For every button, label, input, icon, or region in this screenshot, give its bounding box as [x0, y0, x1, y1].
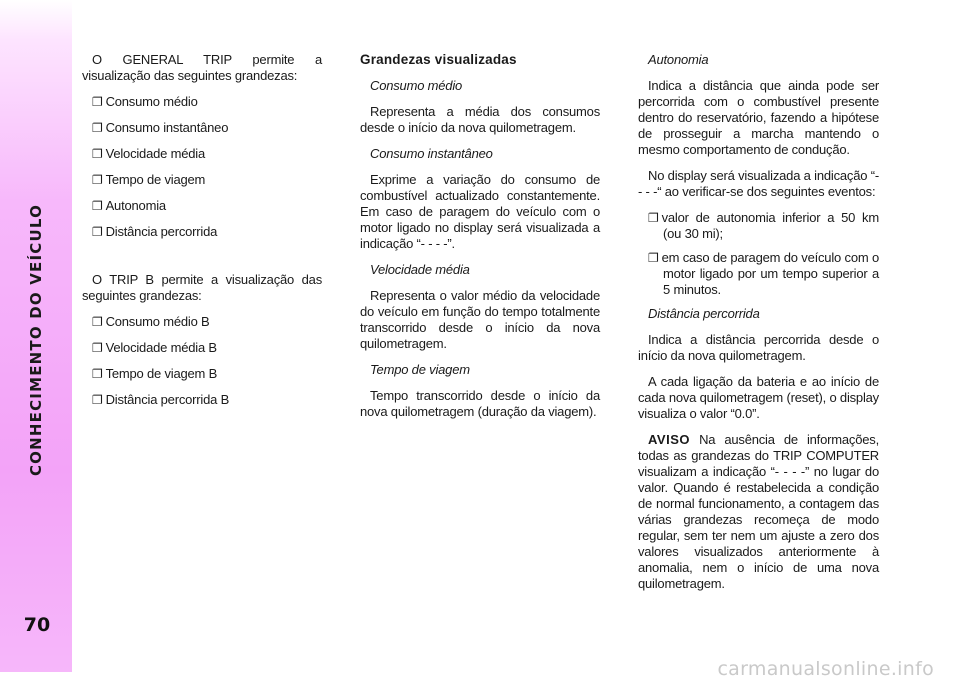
subheading-tempo-viagem: Tempo de viagem — [370, 362, 470, 377]
list-item: ❐ valor de autonomia inferior a 50 km (ou 30 mi); — [648, 210, 879, 241]
text-consumo-instantaneo: Exprime a variação do consumo de combustível actualizado constantemente. Em caso de paragem do veículo com o motor ligado no display será visualizada a indicação “- - - -”. — [360, 172, 600, 251]
list-item: ❐ Consumo médio — [92, 94, 198, 109]
aviso-text: Na ausência de informações, todas as grandezas do TRIP COMPUTER visualizam a indicação “- - - -” no lugar do valor. Quando é restabelecida a condição de normal funcionamento, a contagem das várias grandezas recomeça de modo regular, sem ter nem um ajuste a zero dos valores visualizados anteriormente à anomalia, nem o início de uma nova quilometragem. — [638, 432, 879, 591]
list-item: ❐ Autonomia — [92, 198, 166, 213]
checkbox-bullet-icon: ❐ — [648, 211, 659, 225]
checkbox-bullet-icon: ❐ — [92, 173, 103, 187]
list-item: ❐ Distância percorrida B — [92, 392, 230, 407]
text-tempo-viagem: Tempo transcorrido desde o início da nova quilometragem (duração da viagem). — [360, 388, 600, 419]
list-item: ❐ Tempo de viagem — [92, 172, 206, 187]
text-reset: A cada ligação da bateria e ao início de cada nova quilometragem (reset), o display visualiza o valor “0.0”. — [638, 374, 879, 421]
checkbox-bullet-icon: ❐ — [92, 199, 103, 213]
general-trip-intro: O GENERAL TRIP permite a visualização das seguintes grandezas: — [82, 52, 322, 83]
checkbox-bullet-icon: ❐ — [92, 367, 103, 381]
checkbox-bullet-icon: ❐ — [92, 315, 103, 329]
text-distancia-percorrida: Indica a distância percorrida desde o início da nova quilometragem. — [638, 332, 879, 363]
subheading-consumo-instantaneo: Consumo instantâneo — [370, 146, 493, 161]
subheading-distancia-percorrida: Distância percorrida — [648, 306, 760, 321]
section-heading: Grandezas visualizadas — [360, 52, 517, 67]
subheading-velocidade-media: Velocidade média — [370, 262, 470, 277]
subheading-autonomia: Autonomia — [648, 52, 709, 67]
checkbox-bullet-icon: ❐ — [92, 121, 103, 135]
page-number: 70 — [23, 614, 51, 636]
list-item: ❐ Distância percorrida — [92, 224, 218, 239]
subheading-consumo-medio: Consumo médio — [370, 78, 463, 93]
text-consumo-medio: Representa a média dos consumos desde o início da nova quilometragem. — [360, 104, 600, 135]
text-velocidade-media: Representa o valor médio da velocidade do veículo em função do tempo totalmente transcorrido desde o início da nova quilometragem. — [360, 288, 600, 351]
list-item: ❐ Velocidade média — [92, 146, 205, 161]
section-title-text: CONHECIMENTO DO VEÍCULO — [27, 203, 45, 477]
text-autonomia: Indica a distância que ainda pode ser percorrida com o combustível presente dentro do reservatório, fazendo a hipótese de prosseguir a marcha mantendo o mesmo comportamento de condução. — [638, 78, 879, 157]
checkbox-bullet-icon: ❐ — [648, 251, 659, 265]
column-3 — [638, 52, 879, 602]
section-title-vertical — [14, 60, 58, 620]
checkbox-bullet-icon: ❐ — [92, 225, 103, 239]
list-item: ❐ Velocidade média B — [92, 340, 217, 355]
column-1 — [82, 52, 322, 418]
aviso-label: AVISO — [648, 432, 690, 447]
checkbox-bullet-icon: ❐ — [92, 95, 103, 109]
trip-b-intro: O TRIP B permite a visualização das seguintes grandezas: — [82, 272, 322, 303]
list-item: ❐ Consumo instantâneo — [92, 120, 229, 135]
checkbox-bullet-icon: ❐ — [92, 393, 103, 407]
text-display-indicacao: No display será visualizada a indicação “- - - -“ ao verificar-se dos seguintes eventos: — [638, 168, 879, 199]
watermark-text: carmanualsonline.info — [717, 658, 934, 680]
column-2 — [360, 52, 600, 430]
checkbox-bullet-icon: ❐ — [92, 341, 103, 355]
checkbox-bullet-icon: ❐ — [92, 147, 103, 161]
list-item: ❐ em caso de paragem do veículo com o motor ligado por um tempo superior a 5 minutos. — [648, 250, 879, 297]
list-item: ❐ Consumo médio B — [92, 314, 210, 329]
list-item: ❐ Tempo de viagem B — [92, 366, 218, 381]
aviso-paragraph — [638, 432, 879, 592]
